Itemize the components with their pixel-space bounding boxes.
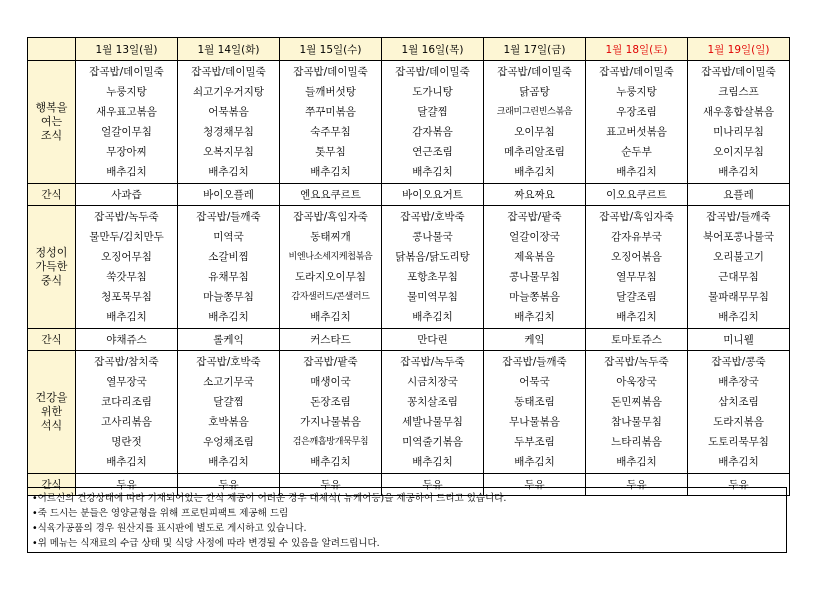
- menu-item: 오복지무침: [203, 146, 254, 158]
- menu-item: 동태조림: [514, 396, 555, 408]
- snack-cell: 미니웰: [688, 329, 790, 351]
- meal-row: [28, 61, 790, 184]
- meal-label-line: 중식: [40, 274, 63, 287]
- meal-label-line: 정성이: [35, 246, 68, 259]
- meal-row: [28, 351, 790, 474]
- menu-cell: [280, 351, 382, 474]
- day-header: 1월 19일(일): [688, 38, 790, 61]
- menu-item: 배추김치: [616, 311, 657, 323]
- menu-item: 미역국: [213, 231, 244, 243]
- menu-item: 잡곡밥/참치죽: [94, 356, 159, 368]
- menu-item: 감자샐러드/콘샐러드: [291, 292, 370, 302]
- menu-item: 쭈꾸미볶음: [305, 106, 356, 118]
- menu-item: 청포묵무침: [101, 291, 152, 303]
- note-line: •죽 드시는 분들은 영양균형을 위해 프로틴피팩트 제공해 드림: [32, 508, 289, 519]
- menu-item: 참나물무침: [611, 416, 662, 428]
- menu-cell: [382, 61, 484, 184]
- meal-label-line: 가득한: [35, 260, 68, 273]
- meal-label-line: 여는: [40, 115, 63, 128]
- snack-cell: 토마토쥬스: [586, 329, 688, 351]
- menu-item: 메추리알조림: [504, 146, 565, 158]
- menu-cell: [382, 206, 484, 329]
- menu-item: 크림스프: [718, 86, 759, 98]
- menu-item: 잡곡밥/팥죽: [303, 356, 358, 368]
- snack-cell: 두유: [382, 474, 484, 496]
- menu-item: 톳무침: [315, 146, 346, 158]
- meal-label: [28, 351, 76, 474]
- menu-item: 도가니탕: [412, 86, 453, 98]
- menu-item: 잡곡밥/녹두죽: [94, 211, 159, 223]
- note-line: •식육가공품의 경우 원산지를 표시판에 별도로 게시하고 있습니다.: [32, 523, 307, 534]
- menu-item: 배추김치: [106, 311, 147, 323]
- notes-box: [27, 487, 787, 553]
- menu-item: 잡곡밥/녹두죽: [604, 356, 669, 368]
- menu-cell: [484, 61, 586, 184]
- snack-row: [28, 329, 790, 351]
- menu-item: 마늘쫑볶음: [509, 291, 560, 303]
- note-line: •어르신의 건강상태에 따라 기재되어있는 간식 제공이 어려운 경우 대체식( 뉴케어등)을 제공하여 드리고 있습니다.: [32, 493, 507, 504]
- menu-cell: [76, 351, 178, 474]
- menu-item: 세발나물무침: [402, 416, 463, 428]
- meal-label-line: 석식: [40, 419, 63, 432]
- menu-cell: [280, 61, 382, 184]
- snack-cell: 두유: [688, 474, 790, 496]
- menu-item: 잡곡밥/데이밀죽: [395, 66, 470, 78]
- snack-cell: 이오요쿠르트: [586, 184, 688, 206]
- menu-item: 청경채무침: [203, 126, 254, 138]
- menu-item: 열무무침: [616, 271, 657, 283]
- menu-item: 달걀찜: [213, 396, 244, 408]
- menu-item: 매생이국: [310, 376, 351, 388]
- menu-item: 잡곡밥/들깨죽: [502, 356, 567, 368]
- menu-item: 잡곡밥/데이밀죽: [599, 66, 674, 78]
- menu-item: 닭곰탕: [519, 86, 550, 98]
- menu-cell: [484, 351, 586, 474]
- menu-item: 물만두/김치만두: [89, 231, 164, 243]
- menu-item: 잡곡밥/데이밀죽: [293, 66, 368, 78]
- menu-item: 누룽지탕: [616, 86, 657, 98]
- snack-cell: 요플레: [688, 184, 790, 206]
- day-header: 1월 15일(수): [280, 38, 382, 61]
- menu-cell: [688, 351, 790, 474]
- snack-label: 간식: [28, 329, 76, 351]
- day-header: 1월 18일(토): [586, 38, 688, 61]
- menu-item: 배추김치: [208, 166, 249, 178]
- menu-item: 소고기무국: [203, 376, 254, 388]
- menu-item: 어묵국: [519, 376, 550, 388]
- menu-item: 배추김치: [616, 456, 657, 468]
- menu-item: 달걀조림: [616, 291, 657, 303]
- menu-item: 마늘쫑무침: [203, 291, 254, 303]
- menu-item: 표고버섯볶음: [606, 126, 667, 138]
- menu-item: 새우홍합살볶음: [702, 106, 774, 118]
- day-header: 1월 17일(금): [484, 38, 586, 61]
- menu-item: 고사리볶음: [101, 416, 152, 428]
- snack-label: 간식: [28, 474, 76, 496]
- menu-item: 코다리조림: [101, 396, 152, 408]
- menu-item: 북어포콩나물국: [702, 231, 774, 243]
- snack-cell: 짜요짜요: [484, 184, 586, 206]
- menu-item: 새우표고볶음: [96, 106, 157, 118]
- snack-cell: 만다린: [382, 329, 484, 351]
- menu-item: 잡곡밥/콩죽: [711, 356, 766, 368]
- menu-cell: [76, 206, 178, 329]
- menu-item: 근대무침: [718, 271, 759, 283]
- menu-item: 오이지무침: [713, 146, 764, 158]
- menu-cell: [586, 206, 688, 329]
- menu-item: 소갈비찜: [208, 251, 249, 263]
- menu-cell: [382, 351, 484, 474]
- menu-cell: [280, 206, 382, 329]
- menu-item: 제육볶음: [514, 251, 555, 263]
- menu-cell: [76, 61, 178, 184]
- menu-item: 잡곡밥/데이밀죽: [191, 66, 266, 78]
- menu-item: 배추김치: [514, 311, 555, 323]
- menu-item: 꽁치살조림: [407, 396, 458, 408]
- menu-item: 오징어볶음: [611, 251, 662, 263]
- note-line: •위 메뉴는 식재료의 수급 상태 및 식당 사정에 따라 변경될 수 있음을 알려드립니다.: [32, 538, 380, 549]
- menu-item: 쇠고기우거지탕: [192, 86, 264, 98]
- meal-row: [28, 206, 790, 329]
- menu-item: 누룽지탕: [106, 86, 147, 98]
- menu-item: 배추김치: [718, 311, 759, 323]
- menu-cell: [586, 61, 688, 184]
- menu-item: 배추김치: [412, 166, 453, 178]
- menu-item: 닭볶음/닭도리탕: [395, 251, 470, 263]
- menu-item: 물파래무무침: [708, 291, 769, 303]
- menu-item: 잡곡밥/팥죽: [507, 211, 562, 223]
- menu-item: 배추김치: [514, 166, 555, 178]
- menu-item: 물미역무침: [407, 291, 458, 303]
- menu-item: 잡곡밥/데이밀죽: [89, 66, 164, 78]
- snack-cell: 바이오요거트: [382, 184, 484, 206]
- menu-item: 연근조림: [412, 146, 453, 158]
- menu-item: 열무장국: [106, 376, 147, 388]
- menu-item: 어묵볶음: [208, 106, 249, 118]
- menu-item: 달걀찜: [417, 106, 448, 118]
- meal-label-line: 위한: [40, 405, 63, 418]
- menu-item: 배추장국: [718, 376, 759, 388]
- menu-item: 잡곡밥/데이밀죽: [497, 66, 572, 78]
- weekly-menu-table: [27, 37, 790, 496]
- menu-item: 호박볶음: [208, 416, 249, 428]
- menu-item: 느타리볶음: [611, 436, 662, 448]
- menu-item: 순두부: [621, 146, 652, 158]
- menu-item: 명란젓: [111, 436, 142, 448]
- menu-item: 쑥갓무침: [106, 271, 147, 283]
- menu-item: 배추김치: [208, 456, 249, 468]
- menu-item: 배추김치: [106, 166, 147, 178]
- snack-label: 간식: [28, 184, 76, 206]
- day-header: 1월 14일(화): [178, 38, 280, 61]
- corner-cell: [28, 38, 76, 61]
- menu-item: 도라지볶음: [713, 416, 764, 428]
- snack-cell: 두유: [586, 474, 688, 496]
- menu-cell: [178, 206, 280, 329]
- menu-item: 잡곡밥/흑임자죽: [293, 211, 368, 223]
- menu-item: 잡곡밥/호박죽: [196, 356, 261, 368]
- snack-cell: 두유: [178, 474, 280, 496]
- menu-cell: [178, 61, 280, 184]
- menu-item: 콩나물국: [412, 231, 453, 243]
- menu-item: 배추김치: [718, 456, 759, 468]
- menu-item: 우장조림: [616, 106, 657, 118]
- snack-cell: 바이오플레: [178, 184, 280, 206]
- snack-cell: 사과즙: [76, 184, 178, 206]
- snack-cell: 롤케익: [178, 329, 280, 351]
- menu-item: 잡곡밥/데이밀죽: [701, 66, 776, 78]
- menu-cell: [178, 351, 280, 474]
- menu-item: 아욱장국: [616, 376, 657, 388]
- meal-label: [28, 206, 76, 329]
- menu-item: 배추김치: [106, 456, 147, 468]
- menu-item: 배추김치: [514, 456, 555, 468]
- menu-item: 감자볶음: [412, 126, 453, 138]
- menu-item: 무장아찌: [106, 146, 147, 158]
- menu-item: 도라지오이무침: [294, 271, 366, 283]
- menu-item: 얼갈이장국: [509, 231, 560, 243]
- menu-item: 오리불고기: [713, 251, 764, 263]
- snack-cell: 야채쥬스: [76, 329, 178, 351]
- menu-item: 잡곡밥/녹두죽: [400, 356, 465, 368]
- menu-item: 배추김치: [310, 166, 351, 178]
- menu-item: 배추김치: [208, 311, 249, 323]
- menu-item: 포항초무침: [407, 271, 458, 283]
- menu-item: 오이무침: [514, 126, 555, 138]
- menu-item: 배추김치: [412, 456, 453, 468]
- menu-item: 크래미그린빈스볶음: [496, 107, 573, 117]
- menu-item: 감자유부국: [611, 231, 662, 243]
- menu-cell: [688, 61, 790, 184]
- menu-item: 배추김치: [412, 311, 453, 323]
- meal-label-line: 행복을: [35, 101, 68, 114]
- menu-item: 도토리묵무침: [708, 436, 769, 448]
- menu-item: 잡곡밥/흑임자죽: [599, 211, 674, 223]
- menu-item: 배추김치: [310, 456, 351, 468]
- snack-row: [28, 184, 790, 206]
- menu-item: 검은깨흡방개묵무침: [292, 437, 369, 447]
- menu-item: 숙주무침: [310, 126, 351, 138]
- menu-item: 두부조림: [514, 436, 555, 448]
- day-header: 1월 16일(목): [382, 38, 484, 61]
- menu-cell: [688, 206, 790, 329]
- snack-cell: 케잌: [484, 329, 586, 351]
- menu-item: 가지나물볶음: [300, 416, 361, 428]
- menu-item: 미나리무침: [713, 126, 764, 138]
- menu-item: 얼갈이무침: [101, 126, 152, 138]
- snack-cell: 두유: [280, 474, 382, 496]
- menu-item: 시금치장국: [407, 376, 458, 388]
- meal-label-line: 조식: [40, 129, 63, 142]
- day-header: 1월 13일(월): [76, 38, 178, 61]
- menu-item: 배추김치: [310, 311, 351, 323]
- menu-item: 무나물볶음: [509, 416, 560, 428]
- snack-cell: 엔요요쿠르트: [280, 184, 382, 206]
- menu-item: 우엉채조림: [203, 436, 254, 448]
- menu-item: 미역줄기볶음: [402, 436, 463, 448]
- menu-item: 삼치조림: [718, 396, 759, 408]
- menu-item: 배추김치: [718, 166, 759, 178]
- menu-item: 동태찌개: [310, 231, 351, 243]
- menu-item: 비엔나소세지케첩볶음: [288, 252, 373, 262]
- menu-item: 들깨버섯탕: [305, 86, 356, 98]
- menu-item: 콩나물무침: [509, 271, 560, 283]
- menu-item: 잡곡밥/호박죽: [400, 211, 465, 223]
- menu-item: 돈장조림: [310, 396, 351, 408]
- menu-item: 돈민찌볶음: [611, 396, 662, 408]
- day-header-row: [28, 38, 790, 61]
- meal-label-line: 건강을: [35, 391, 68, 404]
- meal-label: [28, 61, 76, 184]
- snack-cell: 두유: [484, 474, 586, 496]
- menu-cell: [586, 351, 688, 474]
- menu-item: 유채무침: [208, 271, 249, 283]
- menu-item: 잡곡밥/들깨죽: [196, 211, 261, 223]
- menu-item: 배추김치: [616, 166, 657, 178]
- menu-item: 오징어무침: [101, 251, 152, 263]
- snack-cell: 커스타드: [280, 329, 382, 351]
- menu-item: 잡곡밥/들깨죽: [706, 211, 771, 223]
- menu-cell: [484, 206, 586, 329]
- snack-cell: 두유: [76, 474, 178, 496]
